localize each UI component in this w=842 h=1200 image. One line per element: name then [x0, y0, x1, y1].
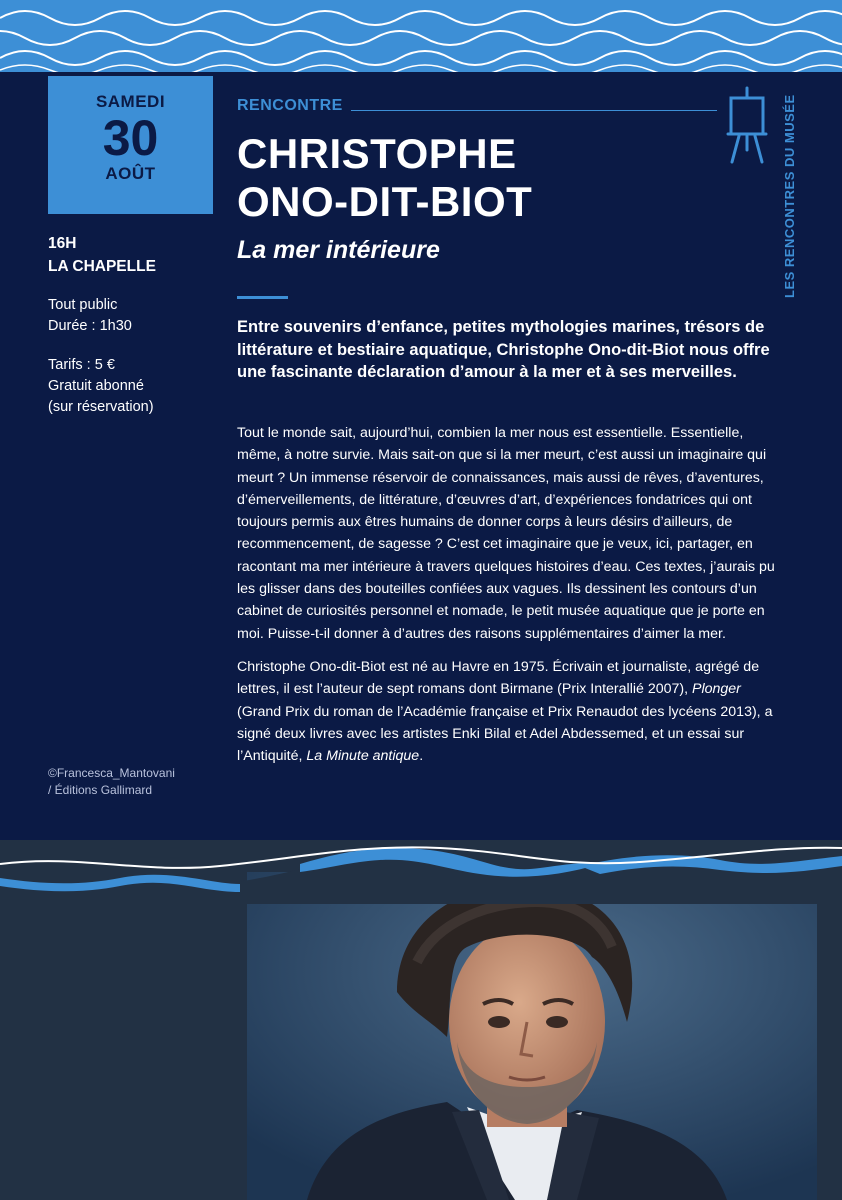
speaker-name: [237, 130, 532, 226]
date-month: AOÛT: [105, 164, 156, 183]
title-divider: [237, 296, 288, 299]
date-number: 30: [102, 110, 159, 166]
easel-icon: [724, 84, 770, 170]
photo-credit-line1: ©Francesca_Mantovani: [48, 766, 175, 780]
wave-pattern-top: [0, 0, 842, 80]
event-reservation: (sur réservation): [48, 399, 154, 415]
kicker-row: [237, 94, 717, 118]
book-title-minute-antique: La Minute antique: [306, 748, 420, 765]
body-text: [237, 422, 782, 778]
event-time-place: [48, 232, 156, 278]
lead-paragraph: Entre souvenirs d’enfance, petites mythologies marines, trésors de littérature et bestiaire aquatique, Christophe Ono-dit-Biot nous offre une fascinante déclaration d’amour à la mer et à ses merveilles.: [237, 318, 770, 381]
event-free: Gratuit abonné: [48, 378, 144, 394]
event-time: 16H: [48, 235, 77, 252]
portrait-image: [247, 872, 817, 1200]
speaker-name-line2: ONO-DIT-BIOT: [237, 178, 533, 225]
museum-series-label: LES RENCONTRES DU MUSÉE: [782, 94, 797, 298]
date-box: [48, 76, 213, 214]
event-audience: Tout public: [48, 297, 118, 313]
book-title-plonger: Plonger: [692, 681, 741, 698]
body-paragraph-1: Tout le monde sait, aujourd’hui, combien la mer nous est essentielle. Essentielle, même, à notre survie. Mais sait-on que si la mer meurt, c’est aussi un imaginaire qui meurt ? Un immense réservoir de connaissances, mais aussi de rêves, d’aventures, d’émerveillements, de littérature, d’œuvres d’art, d’expériences fondatrices qui ont toujours permis aux êtres humains de donner corps à leurs désirs d’ailleurs, de recommencement, de sagesse ? C’est cet imaginaire que je veux, ici, partager, en racontant ma mer intérieure à travers quelques histoires d’eau. Ces textes, j’aurais pu les glisser dans des bouteilles confiées aux vagues. Ils dessinent les contours d’un cabinet de curiosités personnel et nomade, le petit musée aquatique que je porte en moi. Puisse-t-il donner à d’autres des raisons supplémentaires d’aimer la mer.: [237, 425, 775, 642]
photo-credit-line2: / Éditions Gallimard: [48, 783, 153, 797]
event-kicker: RENCONTRE: [237, 97, 343, 114]
speaker-name-line1: CHRISTOPHE: [237, 130, 517, 177]
photo-credit: [48, 765, 175, 799]
event-place: LA CHAPELLE: [48, 258, 156, 275]
event-pricing: [48, 355, 154, 418]
event-subtitle: La mer intérieure: [237, 236, 440, 264]
event-duration: Durée : 1h30: [48, 318, 132, 334]
wave-divider-bottom: [0, 834, 842, 904]
date-day: SAMEDI: [95, 92, 166, 111]
speaker-photo: [247, 872, 817, 1200]
event-info: [48, 295, 132, 337]
kicker-rule: [351, 110, 717, 111]
body-paragraph-2: Christophe Ono-dit-Biot est né au Havre en 1975. Écrivain et journaliste, agrégé de lettres, il est l’auteur de sept romans dont Birmane (Prix Interallié 2007), Plonger (Grand Prix du roman de l’Académie française et Prix Renaudot des lycéens 2013), a signé deux livres avec les artistes Enki Bilal et Adel Abdessemed, et un essai sur l’Antiquité, La Minute antique.: [237, 658, 773, 765]
event-price: Tarifs : 5 €: [48, 357, 115, 373]
